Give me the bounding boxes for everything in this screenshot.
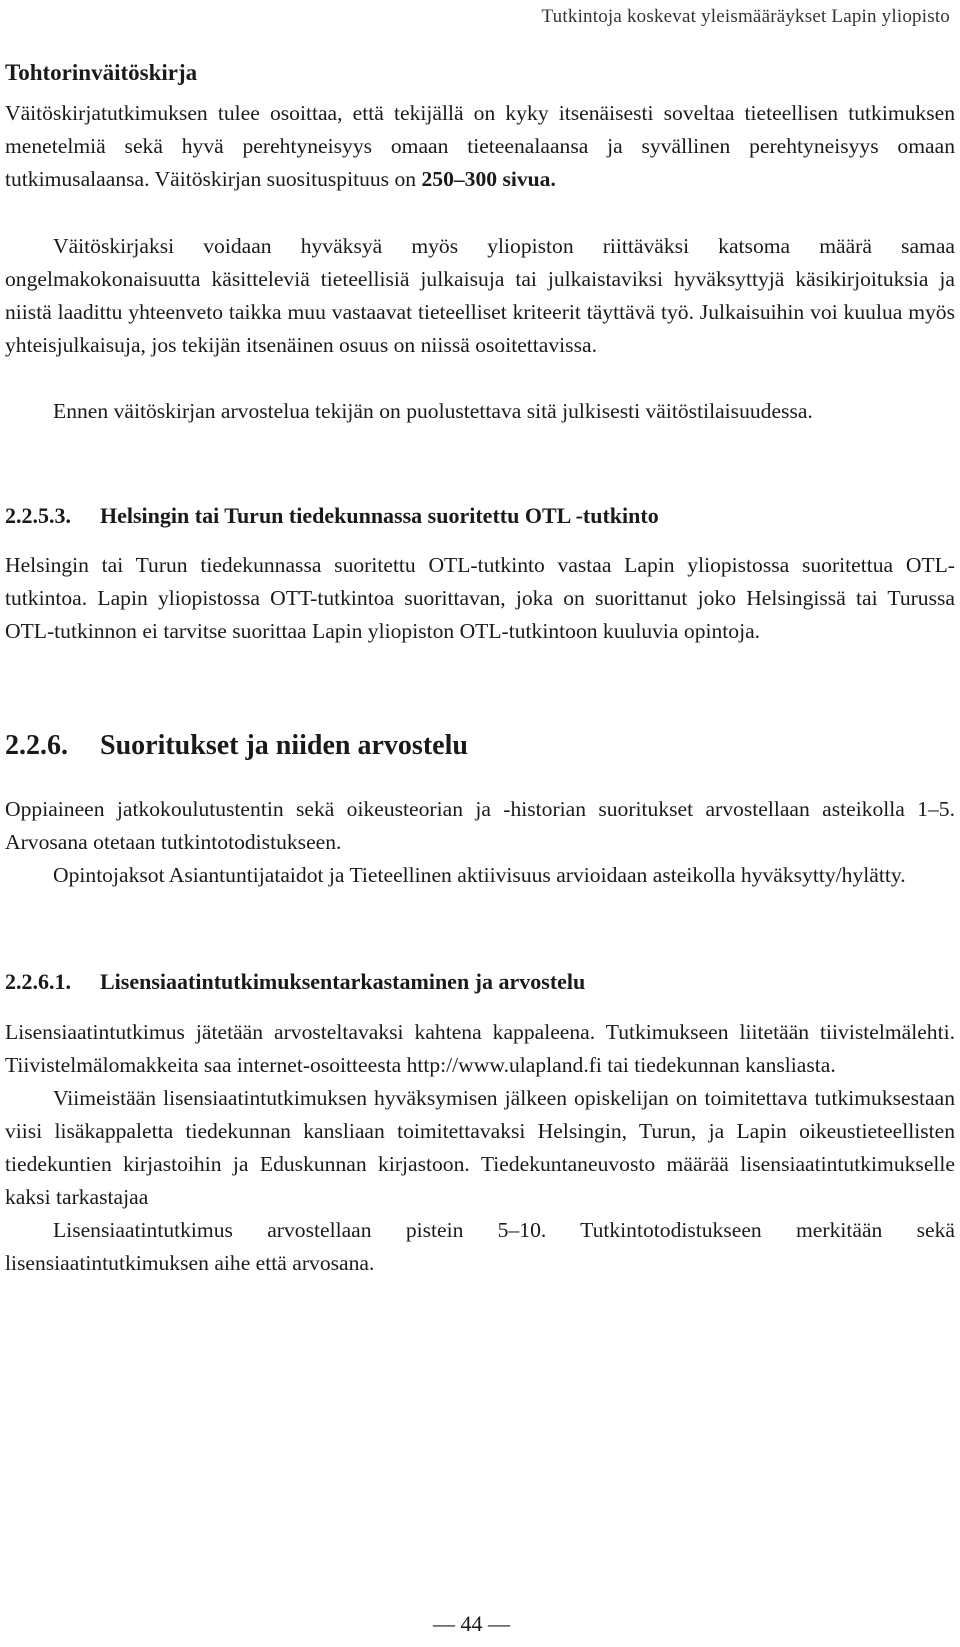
section-2253-para: Helsingin tai Turun tiedekunnassa suoritettu OTL-tutkinto vastaa Lapin yliopistossa suoritettua OTL-tutkintoa. Lapin yliopistossa OTT-tutkintoa suorittavan, joka on suorittanut joko Helsingissä tai Turussa OTL-tutkinnon ei tarvitse suorittaa Lapin yliopiston OTL-tutkintoon kuuluvia opintoja. [5,553,955,643]
doctoral-para-1-text: Väitöskirjatutkimuksen tulee osoittaa, että tekijällä on kyky itsenäisesti soveltaa tieteellisen tutkimuksen menetelmiä sekä hyvä perehtyneisyys omaan tieteenalaansa ja syvällinen perehtyneisyys omaan tutkimusalaansa. Väitöskirjan suosituspituus on [5,101,955,191]
section-2261-body [5,1016,955,1280]
section-2261-para-1: Lisensiaatintutkimus jätetään arvosteltavaksi kahtena kappaleena. Tutkimukseen liitetään tiivistelmälehti. Tiivistelmälomakkeita saa internet-osoitteesta http://www.ulapland.fi tai tiedekunnan kansliasta. [5,1020,955,1077]
doctoral-section [5,97,955,196]
section-2261-para-2: Viimeistään lisensiaatintutkimuksen hyväksymisen jälkeen opiskelijan on toimitettava tutkimuksestaan viisi lisäkappaletta tiedekunnan kansliaan toimitettavaksi Helsingin, Turun, ja Lapin oikeustieteellisten tiedekuntien kirjastoihin ja Eduskunnan kirjastoon. Tiedekuntaneuvosto määrää lisensiaatintutkimukselle kaksi tarkastajaa [5,1086,955,1209]
page-number-text: — 44 — [433,1611,510,1636]
section-2253-body [5,549,955,648]
section-2253-number: 2.2.5.3. [5,503,71,528]
section-226-heading [5,730,955,762]
section-2261-number: 2.2.6.1. [5,969,71,994]
section-2261-heading [5,969,955,995]
section-226-body [5,793,955,892]
doctoral-length: 250–300 sivua. [421,167,556,191]
page-number [0,1611,960,1637]
section-2253-heading [5,503,955,529]
doctoral-para-3: Ennen väitöskirjan arvostelua tekijän on puolustettava sitä julkisesti väitöstilaisuudessa. [53,399,813,423]
doctoral-para-2: Väitöskirjaksi voidaan hyväksyä myös yliopiston riittäväksi katsoma määrä samaa ongelmakokonaisuutta käsitteleviä tieteellisiä julkaisuja tai julkaistaviksi hyväksyttyjä käsikirjoituksia ja niistä laadittu yhteenveto taikka muu vastaavat tieteelliset kriteerit täyttävä työ. Julkaisuihin voi kuulua myös yhteisjulkaisuja, jos tekijän itsenäinen osuus on niissä osoitettavissa. [5,234,955,357]
doctoral-heading: Tohtorinväitöskirja [5,60,198,85]
section-2261-title: Lisensiaatintutkimuksentarkastaminen ja arvostelu [100,969,586,994]
section-226-para-2: Opintojaksot Asiantuntijataidot ja Tieteellinen aktiivisuus arvioidaan asteikolla hyväksytty/hylätty. [53,863,906,887]
doctoral-section-2 [5,230,955,362]
doctoral-para-1 [5,97,955,196]
section-226-number: 2.2.6. [5,730,68,761]
running-header: Tutkintoja koskevat yleismääräykset Lapin yliopisto [541,6,950,27]
section-226-para-1: Oppiaineen jatkokoulutustentin sekä oikeusteorian ja -historian suoritukset arvostellaan asteikolla 1–5. Arvosana otetaan tutkintotodistukseen. [5,797,955,854]
section-226-title: Suoritukset ja niiden arvostelu [100,730,468,761]
doctoral-section-3 [5,395,955,428]
section-2261-para-3: Lisensiaatintutkimus arvostellaan pistein 5–10. Tutkintotodistukseen merkitään sekä lisensiaatintutkimuksen aihe että arvosana. [5,1218,955,1275]
section-2253-title: Helsingin tai Turun tiedekunnassa suoritettu OTL -tutkinto [100,503,659,528]
